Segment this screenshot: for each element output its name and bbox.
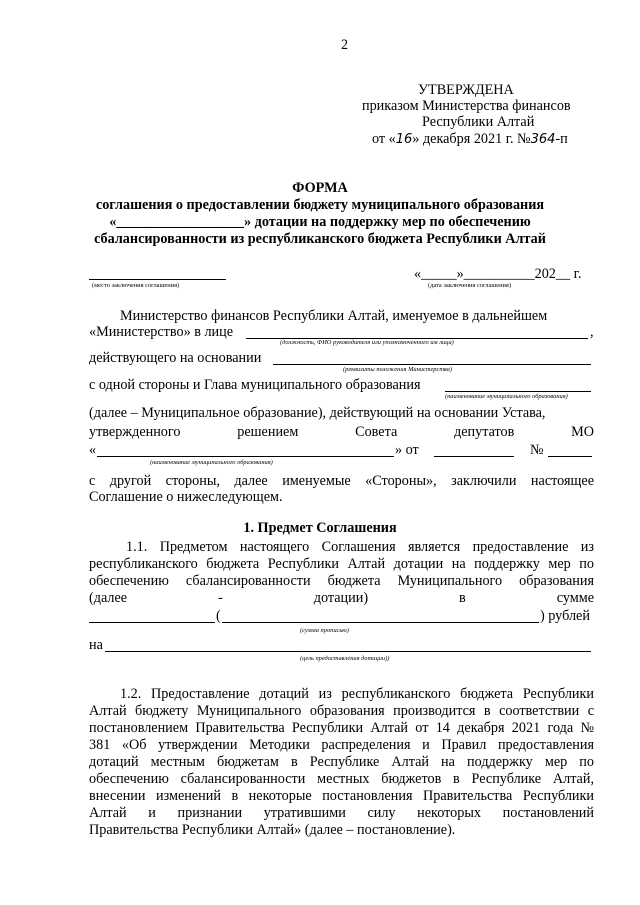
council-caption: (наименование муниципального образования) — [150, 459, 273, 466]
preamble-line-4: с одной стороны и Глава муниципального образования — [89, 377, 421, 393]
preamble-from: » от — [395, 442, 419, 458]
goal-blank-line — [105, 651, 591, 652]
sum-currency: ) рублей — [540, 608, 590, 624]
decision-number-blank-line — [548, 456, 592, 457]
approval-date — [372, 131, 568, 148]
preamble-number-sign: № — [530, 442, 544, 458]
approval-title: УТВЕРЖДЕНА — [418, 82, 514, 98]
handwritten-day: 16 — [395, 132, 413, 147]
municipality-caption: (наименование муниципального образования) — [445, 393, 568, 400]
clause-1-1-line-2: республиканского бюджета Республики Алтай дотации на поддержку мер по — [89, 556, 594, 572]
clause-1-1-line-1: 1.1. Предметом настоящего Соглашения является предоставление из — [126, 539, 594, 555]
preamble-open-quote: « — [89, 442, 97, 458]
basis-caption: (реквизиты положения Министерства) — [343, 366, 452, 373]
handwritten-number: 364 — [530, 132, 556, 147]
preamble-line-5: (далее – Муниципальное образование), действующий на основании Устава, — [89, 405, 546, 421]
page-number: 2 — [341, 37, 349, 53]
preamble-line-2: «Министерство» в лице — [89, 324, 234, 340]
approval-line-2: Республики Алтай — [422, 114, 535, 130]
clause-1-2-line-8: Алтай и признании утратившими силу некоторых постановлений — [89, 805, 594, 821]
approval-line-1: приказом Министерства финансов — [362, 98, 571, 114]
date-prefix: от « — [372, 131, 396, 147]
sum-caption: (сумма прописью) — [300, 627, 349, 634]
place-caption: (место заключения соглашения) — [92, 282, 180, 289]
contract-date: «_____»__________202__ г. — [414, 266, 582, 282]
place-blank-line — [89, 279, 226, 280]
clause-1-2-line-7: внесении изменений в некоторые постановления Правительства Республики — [89, 788, 594, 804]
preamble-line-1: Министерство финансов Республики Алтай, именуемое в дальнейшем — [120, 308, 548, 324]
clause-1-2-line-6: обеспечению сбалансированности местных бюджетов в Республике Алтай, — [89, 771, 594, 787]
representative-caption: (должность, ФИО руководителя или уполномоченного им лица) — [280, 339, 454, 346]
decision-date-blank-line — [434, 456, 514, 457]
sum-open-paren: ( — [216, 608, 221, 624]
clause-1-2-line-1: 1.2. Предоставление дотаций из республиканского бюджета Республики — [120, 686, 594, 702]
form-title-line-2: «__________________» дотации на поддержку мер по обеспечению — [109, 214, 531, 230]
date-mid: » декабря 2021 г. № — [412, 131, 531, 147]
clause-1-1-line-4: (далее - дотации) в сумме — [89, 590, 594, 606]
goal-caption: (цель предоставления дотации)) — [300, 655, 390, 662]
goal-prefix: на — [89, 637, 103, 653]
section-1-heading: 1. Предмет Соглашения — [243, 520, 397, 536]
clause-1-1-line-3: обеспечению сбалансированности бюджета Муниципального образования — [89, 573, 594, 589]
sum-words-blank-line — [222, 622, 539, 623]
basis-blank-line — [273, 364, 591, 365]
clause-1-2-line-3: постановлением Правительства Республики Алтай от 14 декабря 2021 года № — [89, 720, 594, 736]
clause-1-2-line-4: 381 «Об утверждении Методики распределения и Правил предоставления — [89, 737, 594, 753]
date-caption: (дата заключения соглашения) — [428, 282, 511, 289]
preamble-line-9: Соглашение о нижеследующем. — [89, 489, 283, 505]
form-title-line-1: соглашения о предоставлении бюджету муниципального образования — [95, 197, 545, 213]
clause-1-2-line-2: Алтай бюджету Муниципального образования производится в соответствии с — [89, 703, 594, 719]
clause-1-2-line-5: дотаций местным бюджетам в Республике Алтай на поддержку мер по — [89, 754, 594, 770]
preamble-comma: , — [590, 324, 594, 340]
council-name-blank-line — [97, 456, 394, 457]
clause-1-2-line-9: Правительства Республики Алтай» (далее – постановление). — [89, 822, 456, 838]
sum-digits-blank-line — [89, 622, 215, 623]
preamble-line-3: действующего на основании — [89, 350, 262, 366]
form-heading: ФОРМА — [292, 180, 348, 196]
preamble-line-8: с другой стороны, далее именуемые «Стороны», заключили настоящее — [89, 473, 594, 489]
date-suffix: -п — [555, 131, 568, 147]
form-title-line-3: сбалансированности из республиканского бюджета Республики Алтай — [94, 231, 546, 247]
preamble-line-6: утвержденного решением Совета депутатов МО — [89, 424, 594, 440]
municipality-blank-line — [445, 391, 591, 392]
